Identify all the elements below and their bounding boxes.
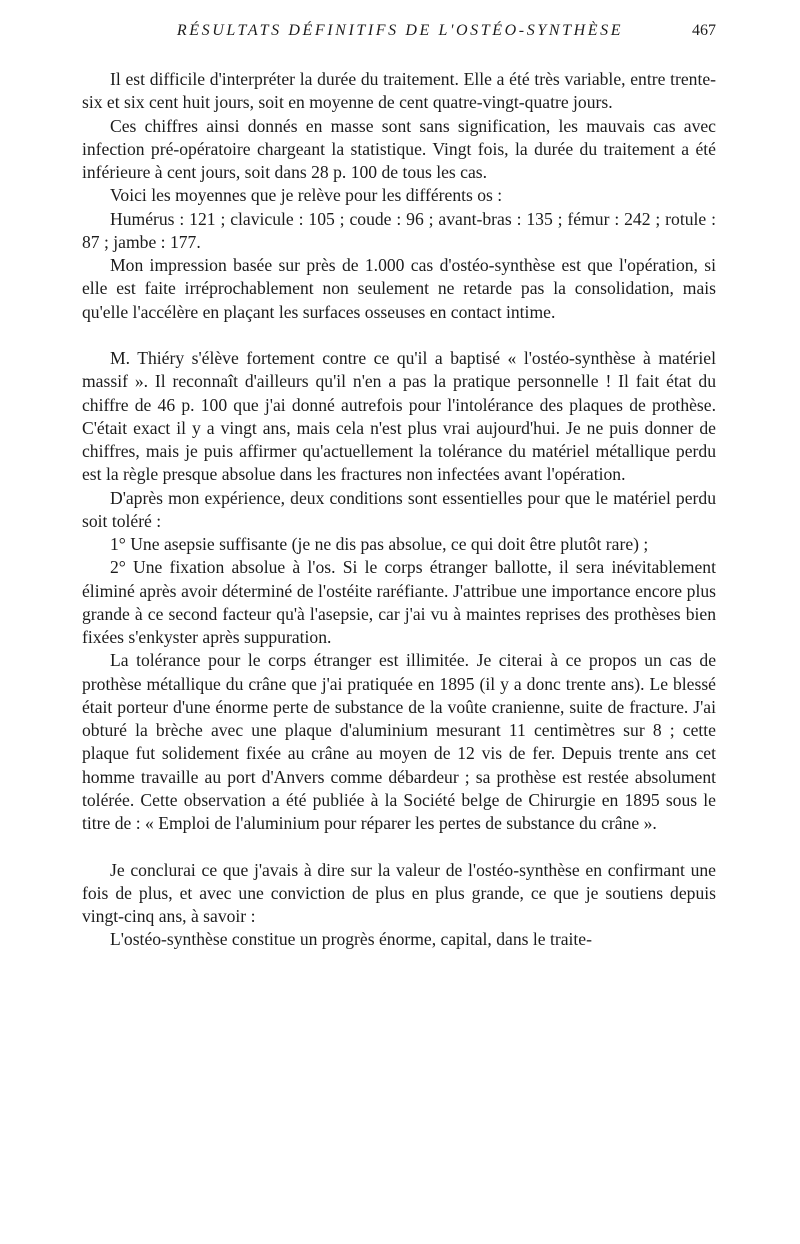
paragraph: 2° Une fixation absolue à l'os. Si le corps étranger ballotte, il sera inévitablement éliminé après avoir déterminé de l'ostéite raréfiante. J'attribue une importance encore plus grande à ce second facteur qu'à l'asepsie, car j'ai vu à maintes reprises des prothèses bien fixées s'enkyster après suppuration. xyxy=(82,557,716,647)
paragraph: Ces chiffres ainsi donnés en masse sont sans signification, les mauvais cas avec infection pré-opératoire chargeant la statistique. Vingt fois, la durée du traitement a été inférieure à cent jours, soit dans 28 p. 100 de tous les cas. xyxy=(82,115,716,182)
paragraph: D'après mon expérience, deux conditions sont essentielles pour que le matériel perdu soit toléré : xyxy=(82,487,716,531)
paragraph: Il est difficile d'interpréter la durée du traitement. Elle a été très variable, entre trente-six et six cent huit jours, soit en moyenne de cent quatre-vingt-quatre jours. xyxy=(82,69,716,113)
paragraph: L'ostéo-synthèse constitue un progrès énorme, capital, dans le traite- xyxy=(110,929,592,950)
running-title: RÉSULTATS DÉFINITIFS DE L'OSTÉO-SYNTHÈSE xyxy=(176,22,624,39)
body-text xyxy=(82,68,716,952)
page-header xyxy=(82,22,718,44)
paragraph: Humérus : 121 ; clavicule : 105 ; coude : 96 ; avant-bras : 135 ; fémur : 242 ; rotule : 87 ; jambe : 177. xyxy=(82,208,716,252)
page-number: 467 xyxy=(692,22,716,39)
paragraph: 1° Une asepsie suffisante (je ne dis pas absolue, ce qui doit être plutôt rare) ; xyxy=(110,534,649,554)
paragraph: Je conclurai ce que j'avais à dire sur la valeur de l'ostéo-synthèse en confirmant une fois de plus, et avec une conviction de plus en plus grande, ce que je soutiens depuis vingt-cinq ans, à savoir : xyxy=(82,859,716,926)
paragraph: M. Thiéry s'élève fortement contre ce qu'il a baptisé « l'ostéo-synthèse à matériel massif ». Il reconnaît d'ailleurs qu'il n'en a pas la pratique personnelle ! Il fait état du chiffre de 46 p. 100 que j'ai donné autrefois pour l'intolérance des plaques de prothèse. C'était exact il y a vingt ans, mais cela n'est plus vrai aujourd'hui. Je ne puis donner de chiffres, mais je puis affirmer qu'actuellement la tolérance du matériel métallique perdu est la règle presque absolue dans les fractures non infectées avant l'opération. xyxy=(82,348,716,485)
paragraph: Voici les moyennes que je relève pour les différents os : xyxy=(110,185,503,206)
paragraph: Mon impression basée sur près de 1.000 cas d'ostéo-synthèse est que l'opération, si elle est faite irréprochablement non seulement ne retarde pas la consolidation, mais qu'elle l'accélère en plaçant les surfaces osseuses en contact intime. xyxy=(82,255,716,322)
paragraph: La tolérance pour le corps étranger est illimitée. Je citerai à ce propos un cas de prothèse métallique du crâne que j'ai pratiquée en 1895 (il y a donc trente ans). Le blessé était porteur d'une énorme perte de substance de la voûte cranienne, suite de fracture. J'ai obturé la brèche avec une plaque d'aluminium mesurant 11 centimètres sur 8 ; cette plaque fut solidement fixée au crâne au moyen de 12 vis de fer. Depuis trente ans cet homme travaille au port d'Anvers comme débardeur ; sa prothèse est restée absolument tolérée. Cette observation a été publiée à la Société belge de Chirurgie en 1895 sous le titre de : « Emploi de l'aluminium pour réparer les pertes de substance du crâne ». xyxy=(82,650,716,833)
